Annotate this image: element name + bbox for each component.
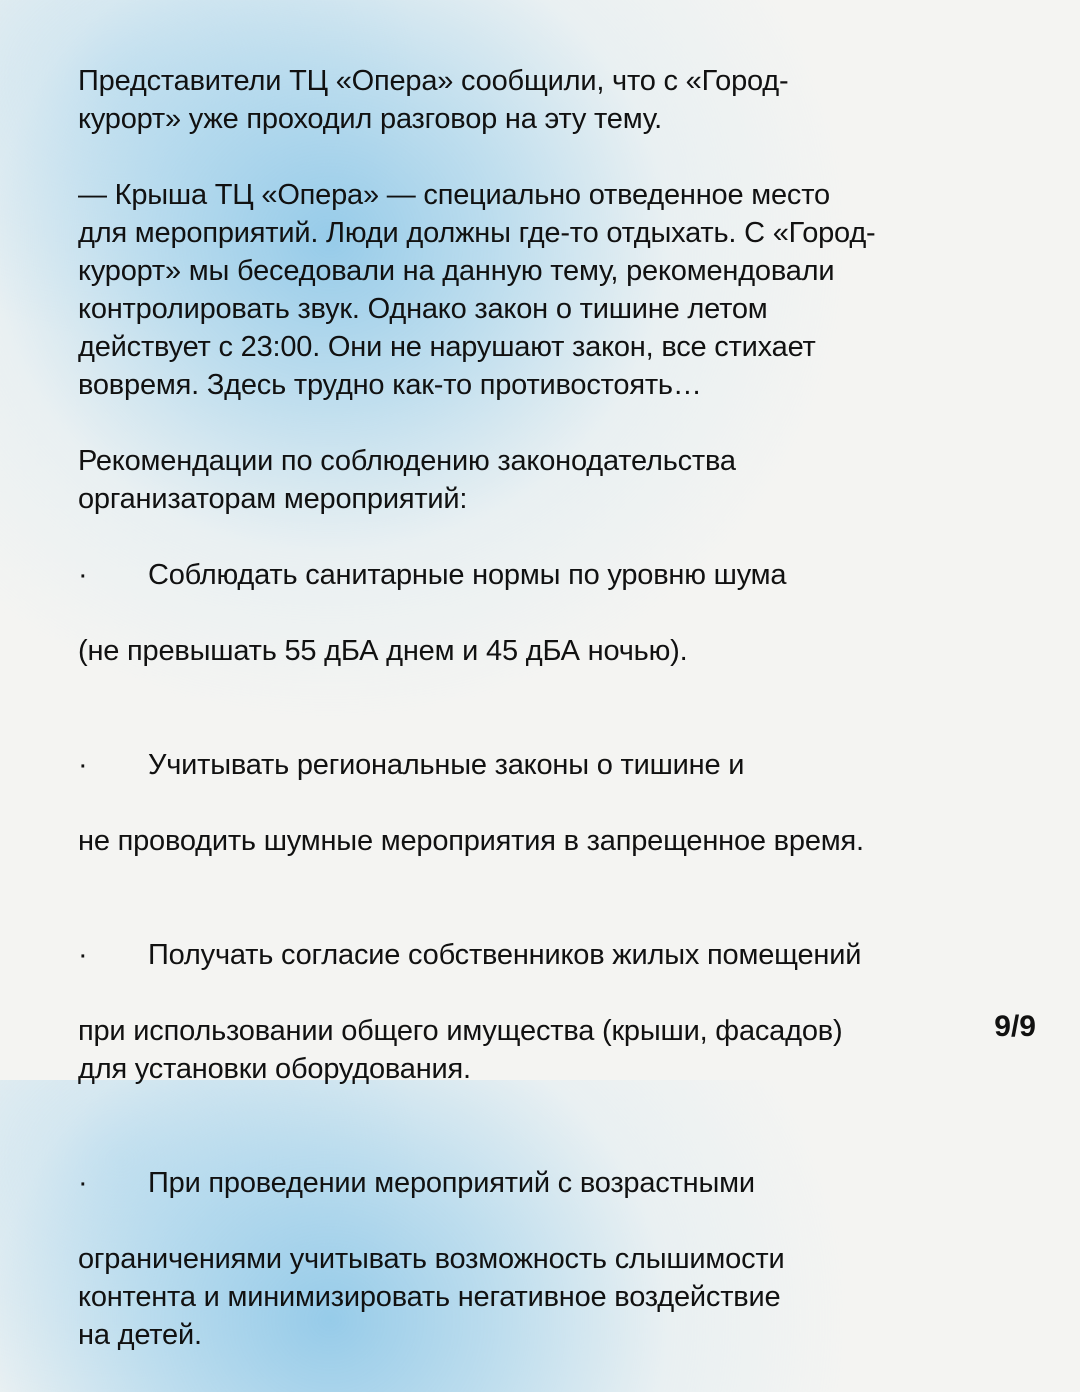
- paragraph-gap: [78, 138, 1018, 176]
- paragraph-gap: [78, 404, 1018, 442]
- document-body: [78, 62, 1018, 1392]
- list-item-first-line: Соблюдать санитарные нормы по уровню шума: [148, 559, 787, 591]
- bullet-dot-icon: ·: [78, 939, 88, 971]
- list-item-continuation: при использовании общего имущества (крыши, фасадов) для установки оборудования.: [78, 1015, 843, 1085]
- list-item-continuation: ограничениями учитывать возможность слышимости контента и минимизировать негативное воздействие на детей.: [78, 1243, 785, 1351]
- list-item-first-line: Получать согласие собственников жилых помещений: [148, 939, 862, 971]
- recommendations-list: [78, 518, 1018, 1392]
- list-item-continuation: не проводить шумные мероприятия в запрещенное время.: [78, 825, 864, 857]
- bullet-dot-icon: ·: [78, 1167, 88, 1199]
- list-item: [78, 708, 1018, 898]
- list-item-continuation: (не превышать 55 дБА днем и 45 дБА ночью).: [78, 635, 688, 667]
- bullet-dot-icon: ·: [78, 559, 88, 591]
- list-item-first-line: При проведении мероприятий с возрастными: [148, 1167, 755, 1199]
- quote-paragraph: — Крыша ТЦ «Опера» — специально отведенное место для мероприятий. Люди должны где-то отдыхать. С «Город- курорт» мы беседовали на данную тему, рекомендовали контролировать звук. Однако закон о тишине летом действует с 23:00. Они не нарушают закон, все стихает вовремя. Здесь трудно как-то противостоять…: [78, 179, 876, 401]
- page-number: 9/9: [994, 1010, 1036, 1043]
- list-item: [78, 518, 1018, 708]
- bullet-dot-icon: ·: [78, 749, 88, 781]
- list-item-first-line: Учитывать региональные законы о тишине и: [148, 749, 745, 781]
- recommendations-heading: Рекомендации по соблюдению законодательства организаторам мероприятий:: [78, 445, 736, 515]
- list-item: [78, 898, 1018, 1126]
- intro-paragraph: Представители ТЦ «Опера» сообщили, что с «Город- курорт» уже проходил разговор на эту тему.: [78, 65, 789, 135]
- list-item: [78, 1126, 1018, 1392]
